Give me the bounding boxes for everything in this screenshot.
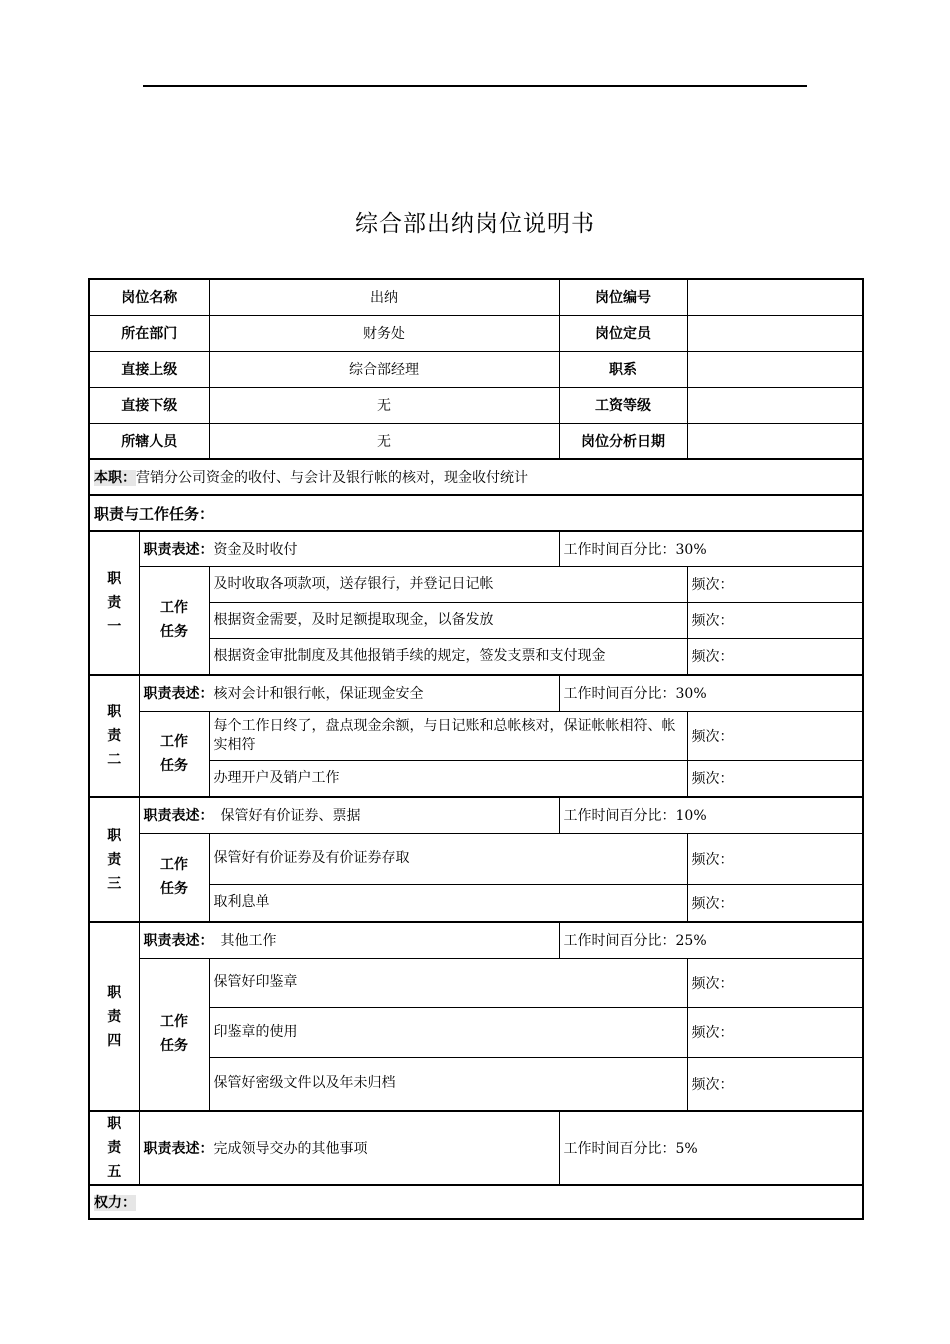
- core-text: 营销分公司资金的收付、与会计及银行帐的核对，现金收付统计: [136, 470, 528, 486]
- duty-3-desc-text: 保管好有价证券、票据: [206, 808, 361, 825]
- power-cell: [89, 1185, 863, 1219]
- position-name-label: 岗位名称: [89, 279, 209, 315]
- duty-1-time: 工作时间百分比：30%: [559, 531, 863, 566]
- job-description-table: [88, 278, 864, 1220]
- headcount-value: [687, 315, 863, 351]
- duty-4-task-label: 工作 任务: [139, 958, 209, 1111]
- info-row-position: [89, 279, 863, 315]
- duties-header: 职责与工作任务：: [89, 495, 863, 531]
- duty-1-task-1: [89, 566, 863, 602]
- position-name-value: 出纳: [209, 279, 559, 315]
- duty-2-desc-row: [89, 675, 863, 711]
- duty-3-desc-row: [89, 797, 863, 833]
- duty-4-desc-row: [89, 922, 863, 958]
- core-cell: [89, 459, 863, 495]
- position-code-label: 岗位编号: [559, 279, 687, 315]
- duty-2-task-1: [89, 711, 863, 760]
- position-code-value: [687, 279, 863, 315]
- salary-grade-label: 工资等级: [559, 387, 687, 423]
- duties-header-row: [89, 495, 863, 531]
- duty-1-task-3-text: 根据资金审批制度及其他报销手续的规定，签发支票和支付现金: [209, 638, 687, 675]
- duty-3-task-2-text: 取利息单: [209, 884, 687, 922]
- duty-4-desc-text: 其他工作: [206, 933, 277, 950]
- duty-1-task-2-text: 根据资金需要，及时足额提取现金，以备发放: [209, 602, 687, 638]
- duty-5-desc: 职责表述：完成领导交办的其他事项: [139, 1111, 559, 1185]
- power-row: [89, 1185, 863, 1219]
- analysis-date-value: [687, 423, 863, 459]
- staff-label: 所辖人员: [89, 423, 209, 459]
- duty-2-task-1-text: 每个工作日终了，盘点现金余额，与日记账和总帐核对，保证帐帐相符、帐实相符: [209, 711, 687, 760]
- duty-4-task-1-freq: 频次：: [687, 958, 863, 1007]
- header-rule: [143, 85, 807, 87]
- duty-3-task-1: [89, 833, 863, 884]
- info-row-staff: [89, 423, 863, 459]
- duty-3-task-2-freq: 频次：: [687, 884, 863, 922]
- duty-2-task-1-freq: 频次：: [687, 711, 863, 760]
- duty-4-task-2-text: 印鉴章的使用: [209, 1007, 687, 1057]
- subordinate-value: 无: [209, 387, 559, 423]
- job-family-value: [687, 351, 863, 387]
- duty-2-time: 工作时间百分比：30%: [559, 675, 863, 711]
- duty-4-desc: 职责表述： 其他工作: [139, 922, 559, 958]
- duty-4-task-3-text: 保管好密级文件以及年未归档: [209, 1057, 687, 1111]
- duty-2-task-label: 工作 任务: [139, 711, 209, 797]
- duty-4-task-2-freq: 频次：: [687, 1007, 863, 1057]
- duty-5-time: 工作时间百分比：5%: [559, 1111, 863, 1185]
- analysis-date-label: 岗位分析日期: [559, 423, 687, 459]
- duty-3-name: 职 责 三: [89, 797, 139, 922]
- duty-1-desc: 职责表述：资金及时收付: [139, 531, 559, 566]
- duty-1-task-2-freq: 频次：: [687, 602, 863, 638]
- duty-4-task-1: [89, 958, 863, 1007]
- subordinate-label: 直接下级: [89, 387, 209, 423]
- duty-2-desc-text: 核对会计和银行帐，保证现金安全: [213, 686, 424, 703]
- core-label: 本职：: [94, 470, 136, 486]
- duty-4-task-3-freq: 频次：: [687, 1057, 863, 1111]
- duty-2-task-2-freq: 频次：: [687, 760, 863, 797]
- job-family-label: 职系: [559, 351, 687, 387]
- supervisor-value: 综合部经理: [209, 351, 559, 387]
- supervisor-label: 直接上级: [89, 351, 209, 387]
- duty-3-task-1-freq: 频次：: [687, 833, 863, 884]
- department-label: 所在部门: [89, 315, 209, 351]
- duty-4-task-1-text: 保管好印鉴章: [209, 958, 687, 1007]
- duty-3-desc: 职责表述： 保管好有价证券、票据: [139, 797, 559, 833]
- page-title: 综合部出纳岗位说明书: [355, 211, 595, 237]
- duty-1-task-label: 工作 任务: [139, 566, 209, 675]
- info-row-supervisor: [89, 351, 863, 387]
- duty-4-time: 工作时间百分比：25%: [559, 922, 863, 958]
- duty-5-desc-text: 完成领导交办的其他事项: [213, 1141, 368, 1157]
- duty-2-name: 职 责 二: [89, 675, 139, 797]
- core-row: [89, 459, 863, 495]
- duty-1-task-1-freq: 频次：: [687, 566, 863, 602]
- duty-4-name: 职 责 四: [89, 922, 139, 1111]
- duty-3-task-1-text: 保管好有价证券及有价证券存取: [209, 833, 687, 884]
- duty-1-desc-row: [89, 531, 863, 566]
- salary-grade-value: [687, 387, 863, 423]
- info-row-department: [89, 315, 863, 351]
- duty-1-desc-text: 资金及时收付: [213, 541, 298, 558]
- headcount-label: 岗位定员: [559, 315, 687, 351]
- duty-3-task-label: 工作 任务: [139, 833, 209, 922]
- staff-value: 无: [209, 423, 559, 459]
- info-row-subordinate: [89, 387, 863, 423]
- duty-5-row: [89, 1111, 863, 1185]
- duty-1-name: 职 责 一: [89, 531, 139, 675]
- duty-1-task-1-text: 及时收取各项款项，送存银行，并登记日记帐: [209, 566, 687, 602]
- department-value: 财务处: [209, 315, 559, 351]
- duty-3-time: 工作时间百分比：10%: [559, 797, 863, 833]
- duty-1-task-3-freq: 频次：: [687, 638, 863, 675]
- duty-5-name: 职 责 五: [89, 1111, 139, 1185]
- duty-2-task-2-text: 办理开户及销户工作: [209, 760, 687, 797]
- duty-2-desc: 职责表述：核对会计和银行帐，保证现金安全: [139, 675, 559, 711]
- power-label: 权力：: [94, 1195, 136, 1211]
